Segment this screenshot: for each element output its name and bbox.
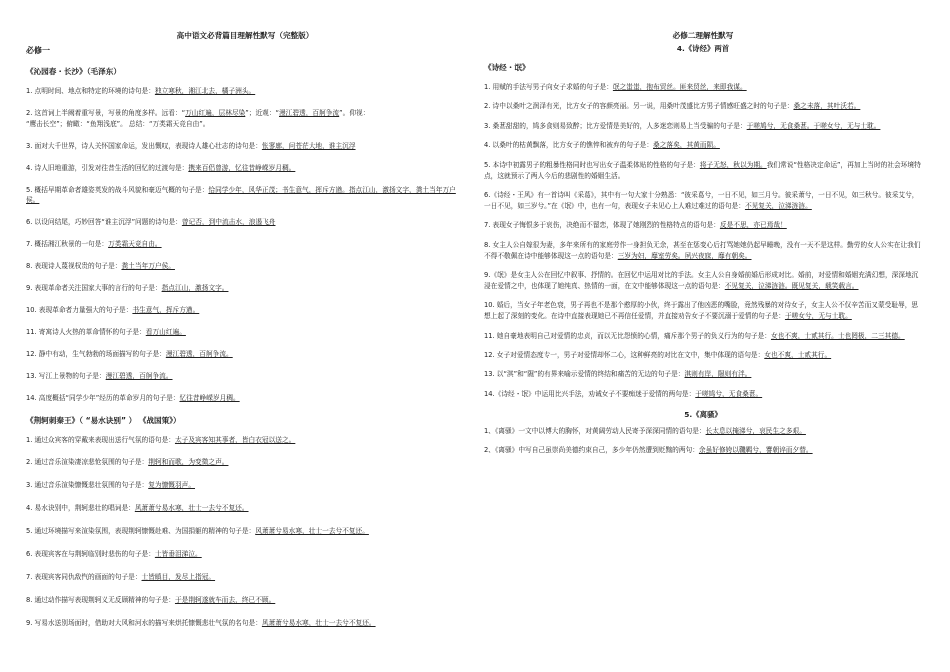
question-text: 10. 婚后，当女子年老色衰，男子再也不是那个憨厚的小伙，终于露出了他凶恶的嘴脸，竟然残暴的对待女子，女主人公不仅辛苦而又蒙受耻辱，思想上起了深刻的变化。在诗中直接表现她已不再信任爱情，并直接劝告女子不要沉溺于爱情的句子是： xyxy=(484,301,919,321)
list-item xyxy=(26,239,464,250)
answer-text: 万山红遍，层林尽染 xyxy=(185,108,246,117)
answer-text: 万类霜天竞自由。 xyxy=(108,240,162,249)
question-text: 2. 诗中以桑叶之润泽有光，比方女子的容颜亮丽。另一说，用桑叶茂盛比方男子情感旺盛之时的句子是： xyxy=(484,102,794,111)
question-text: 12. 静中有动，生气勃勃的场面描写的句子是： xyxy=(26,349,166,358)
answer-text: 漫江碧透，百舸争流 xyxy=(278,108,340,117)
list-item xyxy=(484,121,922,132)
answer-text: 曾记否，到中流击水，浪遏飞舟 xyxy=(181,218,276,227)
question-text: 7. 表现宾客同仇敌忾的画面的句子是： xyxy=(26,572,142,581)
question-text: 4. 诗人旧地重游，引发对往昔生活的回忆的过渡句是： xyxy=(26,163,189,172)
answer-text: 于嗟鸠兮，无食桑葚。于嗟女兮，无与士耽。 xyxy=(746,121,881,130)
question-text: 1. 通过众宾客的穿戴来表现出送行气氛的语句是： xyxy=(26,435,175,444)
answer-text: 携来百侣曾游，忆往昔峥嵘岁月稠。 xyxy=(188,163,296,172)
answer-text: 风萧萧兮易水寒，壮士一去兮不复还。 xyxy=(261,618,376,627)
list-item xyxy=(26,595,464,606)
list-item xyxy=(484,240,922,262)
question-text: 2. 这首词上半阙着重写景，写景的角度多样。远看：“ xyxy=(26,108,186,117)
answer-text: 忆往昔峥嵘岁月稠。 xyxy=(179,393,240,402)
list-item xyxy=(484,220,922,231)
answer-text: 桑之落矣，其黄而陨。 xyxy=(653,141,720,150)
answer-text: 女也不爽，士贰其行。士也罔极，二三其德。 xyxy=(770,331,905,340)
question-text: 3. 桑葚甜甜的，鸠多食则易致醉；比方爱情是美好的，人多迷恋则易上当受骗的句子是： xyxy=(484,121,747,130)
answer-text: 长太息以掩涕兮，哀民生之多艰。 xyxy=(705,427,806,436)
trailing-text: ”。仰视： xyxy=(339,108,370,117)
answer-text: 漫江碧透，百舸争流。 xyxy=(105,371,173,380)
section-heading-right: 4.《诗经》两首 xyxy=(676,44,730,53)
question-text: 9. 表现革命者关注国家大事的言行的句子是： xyxy=(26,284,162,293)
answer-text: 指点江山，激扬文字。 xyxy=(161,284,229,293)
list-item xyxy=(26,217,464,228)
list-item xyxy=(26,86,464,97)
question-text: 6.《诗经・王风》有一首诗叫《采葛》，其中有一句大家十分熟悉：“彼采葛兮，一日不见，如三月兮。彼采萧兮，一日不见，如三秋兮。彼采艾兮，一日不见，如三岁兮。”在《氓》中，也有一句，表现女子未见心上人难过难过的语句是： xyxy=(484,190,919,210)
list-item xyxy=(26,185,464,207)
question-text: 14.《诗经・氓》中运用比兴手法，劝诫女子不要痴迷于爱情的两句是： xyxy=(484,389,696,398)
answer-text: 看万山红遍。 xyxy=(145,327,186,336)
answer-text: 不见复关，泣涕涟涟。 xyxy=(744,201,812,210)
list-item xyxy=(26,327,464,338)
list-item xyxy=(484,190,922,212)
document-title: 高中语文必背篇目理解性默写（完整版） xyxy=(176,31,314,40)
question-text: 4. 易水诀别中，荆轲悲壮的唱词是： xyxy=(26,504,135,513)
answer-text: 怅寥廓，问苍茫大地，谁主沉浮 xyxy=(261,141,356,150)
question-text: 4. 以桑叶的枯黄飘落，比方女子的憔悴和被弃的句子是： xyxy=(484,141,654,150)
list-item xyxy=(26,371,464,382)
answer-text: 风萧萧兮易水寒，壮士一去兮不复还。 xyxy=(134,504,249,513)
question-text: 7. 概括湘江秋景的一句是： xyxy=(26,240,109,249)
question-text: 2、《离骚》中写自己虽崇尚美德约束自己，多少年仍然遭到贬黜的两句： xyxy=(484,446,699,455)
list-item xyxy=(26,108,464,130)
poem-heading: 《沁园春・长沙》（毛泽东） xyxy=(26,67,121,76)
question-text: 10. 表现革命者力量强大的句子是： xyxy=(26,305,133,314)
answer-text: 风萧萧兮易水寒，壮士一去兮不复还。 xyxy=(255,527,369,536)
question-text: 3. 面对大千世界，诗人关怀国家命运，发出慨叹，表现诗人雄心壮志的诗句是： xyxy=(26,141,262,150)
question-text: 1. 用赋的手法写男子向女子求婚的句子是： xyxy=(484,83,613,91)
question-text: 8. 女主人公自嫁很为妻，多年来所有的家庭劳作一身担负无余，甚至在惩变心后打骂她她仍起早睡晚，没有一天不是这样。勤劳的女人公实在让我们不得不敬佩在诗中能够体现这一点的语句是： xyxy=(484,240,921,260)
question-text: 12. 女子对爱情态度专一，男子对爱情却怀二心，这种鲜亮的对比在文中，集中体现的语句是： xyxy=(484,351,765,359)
question-text: 11. 寄寓诗人火热的革命情怀的句子是： xyxy=(26,327,146,336)
answer-text: 于嗟女兮，无与士耽。 xyxy=(784,312,852,321)
answer-text: 复为慷慨羽声。 xyxy=(148,481,196,490)
list-item xyxy=(26,457,464,468)
question-text: 6. 表现宾客在与荆轲临别时悲伤的句子是： xyxy=(26,550,155,559)
list-item xyxy=(484,270,922,292)
question-text: 8. 通过动作描写表现荆轲义无反顾精神的句子是： xyxy=(26,595,175,604)
right-items xyxy=(484,82,922,400)
answer-text: 士皆垂泪涕泣。 xyxy=(154,550,202,559)
lisao-items xyxy=(484,426,922,456)
answer-text: 恰同学少年，风华正茂；书生意气，挥斥方遒。指点江山，激扬文字，粪土当年万户侯。 xyxy=(26,185,456,205)
question-text: 1. 点明时间、地点和特定的环境的诗句是： xyxy=(26,87,155,95)
section-heading-lisao: 5.《离骚》 xyxy=(684,410,722,420)
answer-text: 不见复关，泣涕涟涟。既见复关，载笑载言。 xyxy=(724,281,859,290)
list-item xyxy=(26,503,464,514)
answer-text: 女也不爽，士贰其行。 xyxy=(764,351,832,359)
continuation-text: “鹰击长空”；俯瞰：“鱼翔浅底”。 总结：“万类霜天竞自由”。 xyxy=(26,119,210,128)
poem2-items xyxy=(26,435,464,629)
list-item xyxy=(484,140,922,151)
list-item xyxy=(484,369,922,380)
list-item xyxy=(484,300,922,322)
list-item xyxy=(484,350,922,361)
list-item xyxy=(26,349,464,360)
question-text: 13. 写江上景物的句子是： xyxy=(26,371,106,380)
answer-text: 三岁为妇，靡室劳矣。夙兴夜寐，靡有朝矣。 xyxy=(617,251,752,260)
list-item xyxy=(26,549,464,560)
list-item xyxy=(26,141,464,152)
list-item xyxy=(484,426,922,437)
list-item xyxy=(26,305,464,316)
answer-text: 漫江碧透，百舸争流。 xyxy=(165,349,233,358)
answer-text: 反是不思，亦已焉哉！ xyxy=(719,221,787,230)
question-text: 5. 概括早期革命者雄姿英发的战斗风貌和豪迈气概的句子是： xyxy=(26,185,209,194)
question-text: 5. 通过环境描写来渲染氛围，表现荆轲慷慨赴难、为国捐躯的精神的句子是： xyxy=(26,527,256,536)
answer-text: 太子及宾客知其事者，皆白衣冠以送之。 xyxy=(174,435,296,444)
list-item xyxy=(26,163,464,174)
left-page xyxy=(26,0,464,672)
list-item xyxy=(26,283,464,294)
poem1-items xyxy=(26,86,464,404)
document-title-right: 必修二理解性默写 xyxy=(672,31,734,40)
list-item xyxy=(26,526,464,537)
question-text: 11. 她自豪地表明自己对爱情的忠贞，而以无比怨愤的心情，痛斥那个男子的负义行为的句子是： xyxy=(484,331,771,340)
list-item xyxy=(484,160,922,182)
list-item xyxy=(26,261,464,272)
list-item xyxy=(484,445,922,456)
question-text: 3. 通过音乐渲染慷慨悲壮氛围的句子是： xyxy=(26,481,149,490)
answer-text: 于嗟鸠兮，无食桑葚。 xyxy=(695,389,763,398)
list-item xyxy=(484,82,922,93)
list-item xyxy=(26,618,464,629)
question-text: 7. 表现女子悔恨多于哀伤，决绝而不留恋，体现了她刚烈的性格特点的语句是： xyxy=(484,221,720,230)
answer-text: 士皆瞋目，发尽上指冠。 xyxy=(141,572,216,581)
question-text: 9.《氓》是女主人公在回忆中叙事、抒情的。在回忆中运用对比的手法。女主人公自身婚前婚后形成对比。婚前，对爱情和婚姻充满幻想，深深地沉浸在爱情之中，也体现了她纯真、热情的一面，在文中能够体现这一点的语句是： xyxy=(484,270,919,290)
question-text: 2. 通过音乐渲染凄凉悲怆氛围的句子是： xyxy=(26,458,149,467)
trailing-text: 我们常说“性格决定命运”，再加上当时的社会环境特点，这就预示了两人今后的悲剧性的婚姻生活。 xyxy=(484,160,921,180)
question-text: 5. 本诗中初露男子的粗暴性格同时也写出女子温柔体贴的性格的句子是： xyxy=(484,160,700,169)
trailing-text: ”；近观：“ xyxy=(245,108,279,117)
question-text: 13. 以“淇”和“隰”的有界来喻示爱情的终结和痛苦的无边的句子是： xyxy=(484,370,685,379)
list-item xyxy=(26,480,464,491)
question-text: 6. 以设问结尾，巧妙回答“谁主沉浮”问题的诗句是： xyxy=(26,218,182,227)
right-page xyxy=(484,0,922,672)
section-heading: 必修一 xyxy=(26,46,50,55)
question-text: 1、《离骚》一文中以博大的胸怀，对黄阔劳动人民寄予深深同情的语句是： xyxy=(484,427,706,436)
answer-text: 桑之未落，其叶沃若。 xyxy=(793,102,861,111)
answer-text: 余虽好修姱以鞿羁兮，謇朝谇而夕替。 xyxy=(698,446,813,455)
question-text: 9. 写易水送别场面时，借助对大风和河水的描写来烘托慷慨悲壮气氛的名句是： xyxy=(26,618,262,627)
answer-text: 书生意气，挥斥方遒。 xyxy=(132,305,200,314)
list-item xyxy=(26,435,464,446)
poem-heading-2: 《荆轲刺秦王》（ “易水诀别” ） 《战国策》） xyxy=(26,415,181,425)
question-text: 14. 高度概括“同学少年”经历的革命岁月的句子是： xyxy=(26,393,180,402)
answer-text: 独立寒秋，湘江北去，橘子洲头。 xyxy=(154,87,256,95)
list-item xyxy=(26,572,464,583)
question-text: 8. 表现诗人蔑视权贵的句子是： xyxy=(26,262,122,271)
answer-text: 淇则有岸，隰则有泮。 xyxy=(684,370,752,379)
answer-text: 荆轲和而歌，为变徵之声。 xyxy=(148,458,229,467)
answer-text: 将子无怒，秋以为期。 xyxy=(699,160,767,169)
list-item xyxy=(484,331,922,342)
list-item xyxy=(26,393,464,404)
answer-text: 于是荆轲遂就车而去，终已不顾。 xyxy=(174,595,276,604)
answer-text: 氓之蚩蚩，抱布贸丝。匪来贸丝，来即我谋。 xyxy=(612,83,747,91)
poem-heading-right: 《诗经・氓》 xyxy=(484,63,530,72)
list-item xyxy=(484,101,922,112)
list-item xyxy=(484,389,922,400)
answer-text: 粪土当年万户侯。 xyxy=(121,262,175,271)
